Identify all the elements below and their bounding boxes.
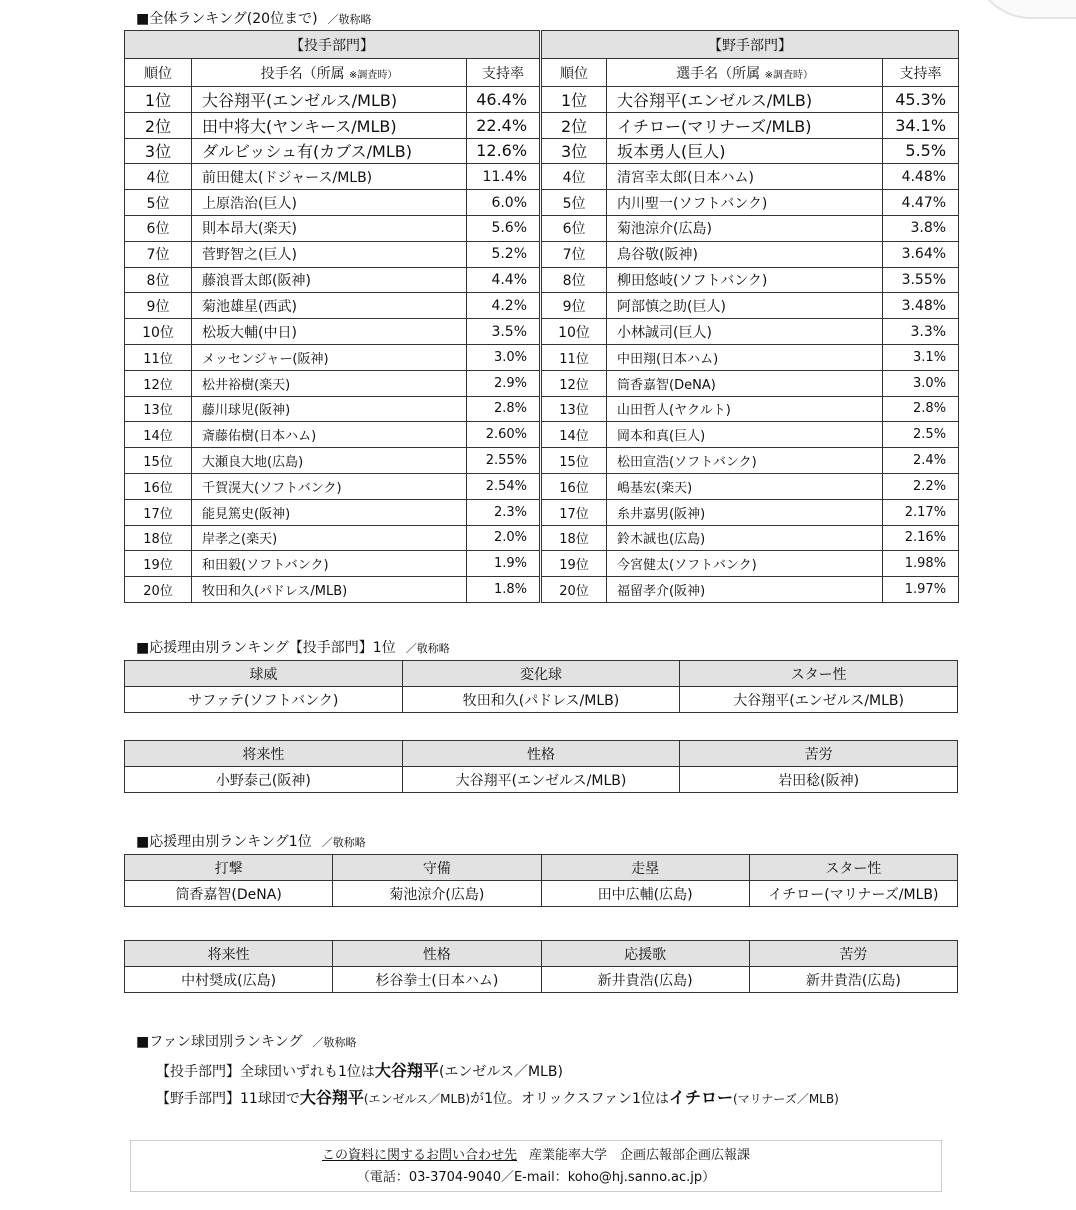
fielder-section-header: 【野手部門】 bbox=[541, 31, 959, 59]
pitcher-name: 前田健太(ドジャース/MLB) bbox=[192, 164, 467, 190]
fielder-rate: 3.64% bbox=[883, 241, 959, 267]
rank: 3位 bbox=[541, 138, 607, 164]
fielder-rate: 2.8% bbox=[883, 396, 959, 422]
reason-top-player: サファテ(ソフトバンク) bbox=[125, 687, 403, 713]
fielder-name: 清宮幸太郎(日本ハム) bbox=[607, 164, 883, 190]
col-rate: 支持率 bbox=[467, 59, 541, 87]
rank: 12位 bbox=[541, 370, 607, 396]
fielder-name: 鳥谷敬(阪神) bbox=[607, 241, 883, 267]
rank: 4位 bbox=[541, 164, 607, 190]
rank: 9位 bbox=[541, 293, 607, 319]
rank: 19位 bbox=[541, 551, 607, 577]
pitcher-rate: 5.6% bbox=[467, 215, 541, 241]
reason-pitcher-title: ■応援理由別ランキング【投手部門】1位 ／敬称略 bbox=[136, 640, 450, 656]
rank: 4位 bbox=[125, 164, 192, 190]
pitcher-name: 菊池雄星(西武) bbox=[192, 293, 467, 319]
rank: 10位 bbox=[125, 319, 192, 345]
ranking-row bbox=[125, 267, 959, 293]
reason-fielder-table-1 bbox=[124, 854, 958, 907]
fielder-name: 菊池涼介(広島) bbox=[607, 215, 883, 241]
reason-top-player: 菊池涼介(広島) bbox=[333, 881, 541, 907]
fielder-name: 柳田悠岐(ソフトバンク) bbox=[607, 267, 883, 293]
pitcher-name: 千賀滉大(ソフトバンク) bbox=[192, 473, 467, 499]
rank: 16位 bbox=[541, 473, 607, 499]
pitcher-rate: 22.4% bbox=[467, 112, 541, 138]
pitcher-name: 大瀬良大地(広島) bbox=[192, 448, 467, 474]
rank: 16位 bbox=[125, 473, 192, 499]
fielder-name: 小林誠司(巨人) bbox=[607, 319, 883, 345]
rank: 17位 bbox=[125, 499, 192, 525]
fielder-name: 岡本和真(巨人) bbox=[607, 422, 883, 448]
fielder-name: 内川聖一(ソフトバンク) bbox=[607, 190, 883, 216]
fan-ranking-title: ■ファン球団別ランキング ／敬称略 bbox=[136, 1034, 357, 1050]
ranking-row bbox=[125, 293, 959, 319]
title-text: ■全体ランキング(20位まで) bbox=[136, 11, 318, 27]
rank: 13位 bbox=[125, 396, 192, 422]
ranking-row bbox=[125, 525, 959, 551]
pitcher-name: 松坂大輔(中日) bbox=[192, 319, 467, 345]
pitcher-rate: 12.6% bbox=[467, 138, 541, 164]
col-fielder-name: 選手名（所属 ※調査時） bbox=[607, 59, 883, 87]
overall-ranking-table bbox=[124, 30, 959, 603]
pitcher-name: 藤川球児(阪神) bbox=[192, 396, 467, 422]
rank: 3位 bbox=[125, 138, 192, 164]
fielder-rate: 2.2% bbox=[883, 473, 959, 499]
rank: 11位 bbox=[125, 344, 192, 370]
rank: 1位 bbox=[541, 87, 607, 113]
pitcher-name: 田中将大(ヤンキース/MLB) bbox=[192, 112, 467, 138]
fielder-rate: 4.48% bbox=[883, 164, 959, 190]
rank: 11位 bbox=[541, 344, 607, 370]
rank: 8位 bbox=[125, 267, 192, 293]
fielder-rate: 1.97% bbox=[883, 577, 959, 603]
rank: 15位 bbox=[541, 448, 607, 474]
ranking-row bbox=[125, 422, 959, 448]
ranking-row bbox=[125, 164, 959, 190]
ranking-row bbox=[125, 473, 959, 499]
pitcher-name: 和田毅(ソフトバンク) bbox=[192, 551, 467, 577]
pitcher-rate: 2.3% bbox=[467, 499, 541, 525]
pitcher-name: 松井裕樹(楽天) bbox=[192, 370, 467, 396]
reason-category: 球威 bbox=[125, 661, 403, 687]
fielder-name: 今宮健太(ソフトバンク) bbox=[607, 551, 883, 577]
reason-category: スター性 bbox=[680, 661, 958, 687]
rank: 6位 bbox=[125, 215, 192, 241]
pitcher-rate: 11.4% bbox=[467, 164, 541, 190]
ranking-row bbox=[125, 215, 959, 241]
reason-category: 変化球 bbox=[402, 661, 680, 687]
fielder-name: 嶋基宏(楽天) bbox=[607, 473, 883, 499]
fielder-rate: 3.8% bbox=[883, 215, 959, 241]
col-rank: 順位 bbox=[125, 59, 192, 87]
reason-pitcher-table-2 bbox=[124, 740, 958, 793]
rank: 5位 bbox=[541, 190, 607, 216]
fielder-name: 山田哲人(ヤクルト) bbox=[607, 396, 883, 422]
pitcher-name: 斎藤佑樹(日本ハム) bbox=[192, 422, 467, 448]
col-rank: 順位 bbox=[541, 59, 607, 87]
reason-top-player: 大谷翔平(エンゼルス/MLB) bbox=[680, 687, 958, 713]
reason-top-player: 新井貴浩(広島) bbox=[749, 967, 957, 993]
reason-category: 応援歌 bbox=[541, 941, 749, 967]
rank: 15位 bbox=[125, 448, 192, 474]
pitcher-rate: 2.55% bbox=[467, 448, 541, 474]
fielder-name: 阿部慎之助(巨人) bbox=[607, 293, 883, 319]
pitcher-name: 能見篤史(阪神) bbox=[192, 499, 467, 525]
reason-top-player: 筒香嘉智(DeNA) bbox=[125, 881, 333, 907]
reason-category: 将来性 bbox=[125, 941, 333, 967]
ranking-row bbox=[125, 370, 959, 396]
fielder-name: イチロー(マリナーズ/MLB) bbox=[607, 112, 883, 138]
rank: 10位 bbox=[541, 319, 607, 345]
reason-top-player: イチロー(マリナーズ/MLB) bbox=[749, 881, 957, 907]
pitcher-rate: 6.0% bbox=[467, 190, 541, 216]
ranking-row bbox=[125, 319, 959, 345]
fielder-rate: 45.3% bbox=[883, 87, 959, 113]
rank: 1位 bbox=[125, 87, 192, 113]
rank: 14位 bbox=[541, 422, 607, 448]
fielder-rate: 2.4% bbox=[883, 448, 959, 474]
fielder-rate: 2.16% bbox=[883, 525, 959, 551]
pitcher-rate: 3.5% bbox=[467, 319, 541, 345]
fielder-rate: 5.5% bbox=[883, 138, 959, 164]
reason-fielder-table-2 bbox=[124, 940, 958, 993]
pitcher-section-header: 【投手部門】 bbox=[125, 31, 541, 59]
reason-category: 将来性 bbox=[125, 741, 403, 767]
ranking-row bbox=[125, 190, 959, 216]
pitcher-rate: 4.4% bbox=[467, 267, 541, 293]
rank: 20位 bbox=[125, 577, 192, 603]
rank: 9位 bbox=[125, 293, 192, 319]
pitcher-rate: 1.8% bbox=[467, 577, 541, 603]
contact-org: 産業能率大学 企画広報部企画広報課 bbox=[529, 1148, 751, 1163]
overall-ranking-title bbox=[136, 8, 372, 28]
col-rate: 支持率 bbox=[883, 59, 959, 87]
fielder-rate: 3.1% bbox=[883, 344, 959, 370]
rank: 19位 bbox=[125, 551, 192, 577]
fielder-rate: 2.5% bbox=[883, 422, 959, 448]
rank: 12位 bbox=[125, 370, 192, 396]
fielder-rate: 3.0% bbox=[883, 370, 959, 396]
col-pitcher-name: 投手名（所属 ※調査時） bbox=[192, 59, 467, 87]
contact-label: この資料に関するお問い合わせ先 bbox=[321, 1148, 517, 1163]
pitcher-name: 大谷翔平(エンゼルス/MLB) bbox=[192, 87, 467, 113]
reason-category: 走塁 bbox=[541, 855, 749, 881]
fielder-name: 坂本勇人(巨人) bbox=[607, 138, 883, 164]
pitcher-rate: 2.8% bbox=[467, 396, 541, 422]
ranking-row bbox=[125, 87, 959, 113]
fielder-name: 鈴木誠也(広島) bbox=[607, 525, 883, 551]
honorific-note: ／敬称略 bbox=[327, 13, 372, 26]
reason-pitcher-table-1 bbox=[124, 660, 958, 713]
pitcher-rate: 4.2% bbox=[467, 293, 541, 319]
rank: 6位 bbox=[541, 215, 607, 241]
ranking-row bbox=[125, 138, 959, 164]
fan-fielder-line: 【野手部門】11球団で大谷翔平(エンゼルス／MLB)が1位。オリックスファン1位はイチロー(マリナーズ／MLB) bbox=[156, 1088, 839, 1107]
pitcher-name: 菅野智之(巨人) bbox=[192, 241, 467, 267]
fielder-name: 筒香嘉智(DeNA) bbox=[607, 370, 883, 396]
fielder-rate: 4.47% bbox=[883, 190, 959, 216]
reason-category: 苦労 bbox=[749, 941, 957, 967]
rank: 7位 bbox=[125, 241, 192, 267]
rank: 17位 bbox=[541, 499, 607, 525]
rank: 18位 bbox=[125, 525, 192, 551]
pitcher-name: 藤浪晋太郎(阪神) bbox=[192, 267, 467, 293]
reason-top-player: 牧田和久(パドレス/MLB) bbox=[402, 687, 680, 713]
reason-category: 性格 bbox=[333, 941, 541, 967]
reason-top-player: 小野泰己(阪神) bbox=[125, 767, 403, 793]
fielder-rate: 2.17% bbox=[883, 499, 959, 525]
reason-fielder-title: ■応援理由別ランキング1位 ／敬称略 bbox=[136, 834, 366, 850]
pitcher-rate: 5.2% bbox=[467, 241, 541, 267]
rank: 2位 bbox=[541, 112, 607, 138]
ranking-row bbox=[125, 344, 959, 370]
pitcher-rate: 2.9% bbox=[467, 370, 541, 396]
rank: 18位 bbox=[541, 525, 607, 551]
reason-category: スター性 bbox=[749, 855, 957, 881]
fielder-rate: 3.3% bbox=[883, 319, 959, 345]
reason-top-player: 中村奨成(広島) bbox=[125, 967, 333, 993]
ranking-row bbox=[125, 577, 959, 603]
reason-category: 苦労 bbox=[680, 741, 958, 767]
reason-top-player: 岩田稔(阪神) bbox=[680, 767, 958, 793]
pitcher-rate: 46.4% bbox=[467, 87, 541, 113]
reason-top-player: 新井貴浩(広島) bbox=[541, 967, 749, 993]
pitcher-name: メッセンジャー(阪神) bbox=[192, 344, 467, 370]
fielder-rate: 3.48% bbox=[883, 293, 959, 319]
rank: 14位 bbox=[125, 422, 192, 448]
reason-top-player: 杉谷拳士(日本ハム) bbox=[333, 967, 541, 993]
fielder-name: 糸井嘉男(阪神) bbox=[607, 499, 883, 525]
ranking-row bbox=[125, 499, 959, 525]
ranking-row bbox=[125, 241, 959, 267]
pitcher-rate: 3.0% bbox=[467, 344, 541, 370]
page-corner-decoration bbox=[972, 0, 1076, 19]
reason-category: 守備 bbox=[333, 855, 541, 881]
contact-box bbox=[130, 1140, 942, 1192]
fielder-rate: 34.1% bbox=[883, 112, 959, 138]
pitcher-rate: 2.60% bbox=[467, 422, 541, 448]
rank: 5位 bbox=[125, 190, 192, 216]
fielder-name: 大谷翔平(エンゼルス/MLB) bbox=[607, 87, 883, 113]
pitcher-rate: 1.9% bbox=[467, 551, 541, 577]
rank: 8位 bbox=[541, 267, 607, 293]
ranking-row bbox=[125, 396, 959, 422]
rank: 13位 bbox=[541, 396, 607, 422]
fielder-rate: 3.55% bbox=[883, 267, 959, 293]
ranking-row bbox=[125, 448, 959, 474]
reason-category: 性格 bbox=[402, 741, 680, 767]
fielder-name: 福留孝介(阪神) bbox=[607, 577, 883, 603]
pitcher-name: ダルビッシュ有(カブス/MLB) bbox=[192, 138, 467, 164]
ranking-row bbox=[125, 112, 959, 138]
pitcher-rate: 2.54% bbox=[467, 473, 541, 499]
fielder-name: 中田翔(日本ハム) bbox=[607, 344, 883, 370]
pitcher-name: 牧田和久(パドレス/MLB) bbox=[192, 577, 467, 603]
contact-tel-email: （電話：03‐3704‐9040／E-mail：koho@hj.sanno.ac.jp） bbox=[356, 1170, 716, 1185]
fielder-rate: 1.98% bbox=[883, 551, 959, 577]
pitcher-rate: 2.0% bbox=[467, 525, 541, 551]
pitcher-name: 則本昂大(楽天) bbox=[192, 215, 467, 241]
pitcher-name: 上原浩治(巨人) bbox=[192, 190, 467, 216]
reason-category: 打撃 bbox=[125, 855, 333, 881]
rank: 7位 bbox=[541, 241, 607, 267]
fielder-name: 松田宣浩(ソフトバンク) bbox=[607, 448, 883, 474]
fan-pitcher-line: 【投手部門】全球団いずれも1位は大谷翔平(エンゼルス／MLB) bbox=[156, 1061, 563, 1080]
reason-top-player: 田中広輔(広島) bbox=[541, 881, 749, 907]
reason-top-player: 大谷翔平(エンゼルス/MLB) bbox=[402, 767, 680, 793]
pitcher-name: 岸孝之(楽天) bbox=[192, 525, 467, 551]
ranking-row bbox=[125, 551, 959, 577]
rank: 2位 bbox=[125, 112, 192, 138]
rank: 20位 bbox=[541, 577, 607, 603]
